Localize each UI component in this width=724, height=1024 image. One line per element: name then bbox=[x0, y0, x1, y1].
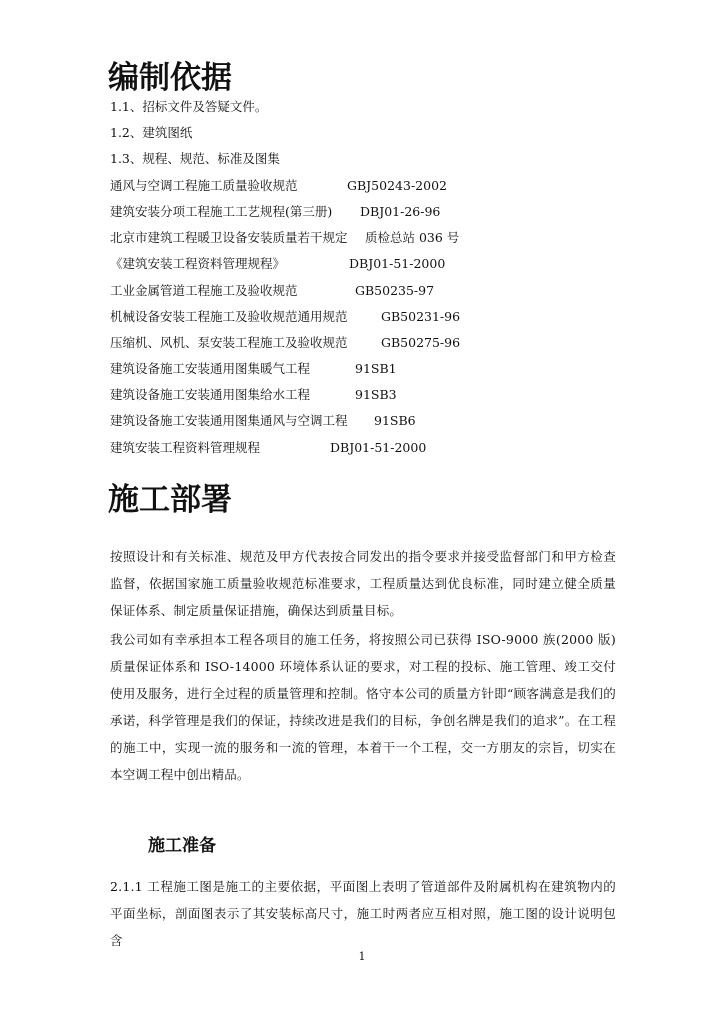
standard-name: 《建筑安装工程资料管理规程》 bbox=[110, 256, 286, 271]
standard-name: 建筑设备施工安装通用图集暖气工程 bbox=[110, 361, 311, 376]
section-title-preparation: 施工准备 bbox=[148, 836, 216, 856]
standard-code: GBJ50243-2002 bbox=[347, 178, 447, 193]
preparation-paragraph-1: 2.1.1 工程施工图是施工的主要依据，平面图上表明了管道部件及附属机构在建筑物内的平面坐标，剖面图表示了其安装标高尺寸，施工时两者应互相对照，施工图的设计说明包含 bbox=[110, 879, 616, 948]
standard-name: 建筑安装工程资料管理规程 bbox=[110, 440, 261, 455]
standard-name: 建筑安装分项工程施工工艺规程(第三册) bbox=[110, 204, 333, 219]
standard-code: DBJ01-51-2000 bbox=[330, 440, 427, 455]
basis-item-2: 1.2、建筑图纸 bbox=[110, 125, 193, 140]
standard-code: GB50235-97 bbox=[355, 283, 435, 298]
standard-name: 建筑设备施工安装通用图集给水工程 bbox=[110, 387, 311, 402]
deployment-paragraph-2: 我公司如有幸承担本工程各项目的施工任务，将按照公司已获得 ISO-9000 族(2000 版) 质量保证体系和 ISO-14000 环境体系认证的要求，对工程的投标、施工管理、竣工交付使用及服务，进行全过程的质量管理和控制。恪守本公司的质量方针即“顾客满意是我们的承诺，科学管理是我们的保证，持续改进是我们的目标，争创名牌是我们的追求”。在工程的施工中，实现一流的服务和一流的管理，本着干一个工程，交一方朋友的宗旨，切实在本空调工程中创出精品。 bbox=[110, 632, 616, 782]
standard-name: 机械设备安装工程施工及验收规范通用规范 bbox=[110, 309, 348, 324]
standard-code: DBJ01-51-2000 bbox=[349, 256, 446, 271]
standard-name: 建筑设备施工安装通用图集通风与空调工程 bbox=[110, 413, 348, 428]
basis-item-1: 1.1、招标文件及答疑文件。 bbox=[110, 99, 268, 114]
standard-name: 压缩机、风机、泵安装工程施工及验收规范 bbox=[110, 335, 348, 350]
standard-code: 91SB6 bbox=[374, 413, 416, 428]
standard-code: GB50275-96 bbox=[381, 335, 461, 350]
standard-code: DBJ01-26-96 bbox=[360, 204, 441, 219]
standard-code: GB50231-96 bbox=[381, 309, 461, 324]
standard-code: 质检总站 036 号 bbox=[365, 230, 460, 245]
section-title-basis: 编制依据 bbox=[108, 60, 232, 96]
standard-name: 北京市建筑工程暖卫设备安装质量若干规定 bbox=[110, 230, 348, 245]
basis-item-3: 1.3、规程、规范、标准及图集 bbox=[110, 151, 280, 166]
section-title-deployment: 施工部署 bbox=[108, 482, 232, 518]
standard-name: 工业金属管道工程施工及验收规范 bbox=[110, 283, 298, 298]
standard-code: 91SB1 bbox=[355, 361, 397, 376]
standard-code: 91SB3 bbox=[355, 387, 397, 402]
standard-name: 通风与空调工程施工质量验收规范 bbox=[110, 178, 298, 193]
deployment-paragraph-1: 按照设计和有关标准、规范及甲方代表按合同发出的指令要求并接受监督部门和甲方检查监督，依据国家施工质量验收规范标准要求，工程质量达到优良标准，同时建立健全质量保证体系、制定质量保证措施，确保达到质量目标。 bbox=[110, 549, 616, 618]
page-number: 1 bbox=[358, 950, 366, 963]
